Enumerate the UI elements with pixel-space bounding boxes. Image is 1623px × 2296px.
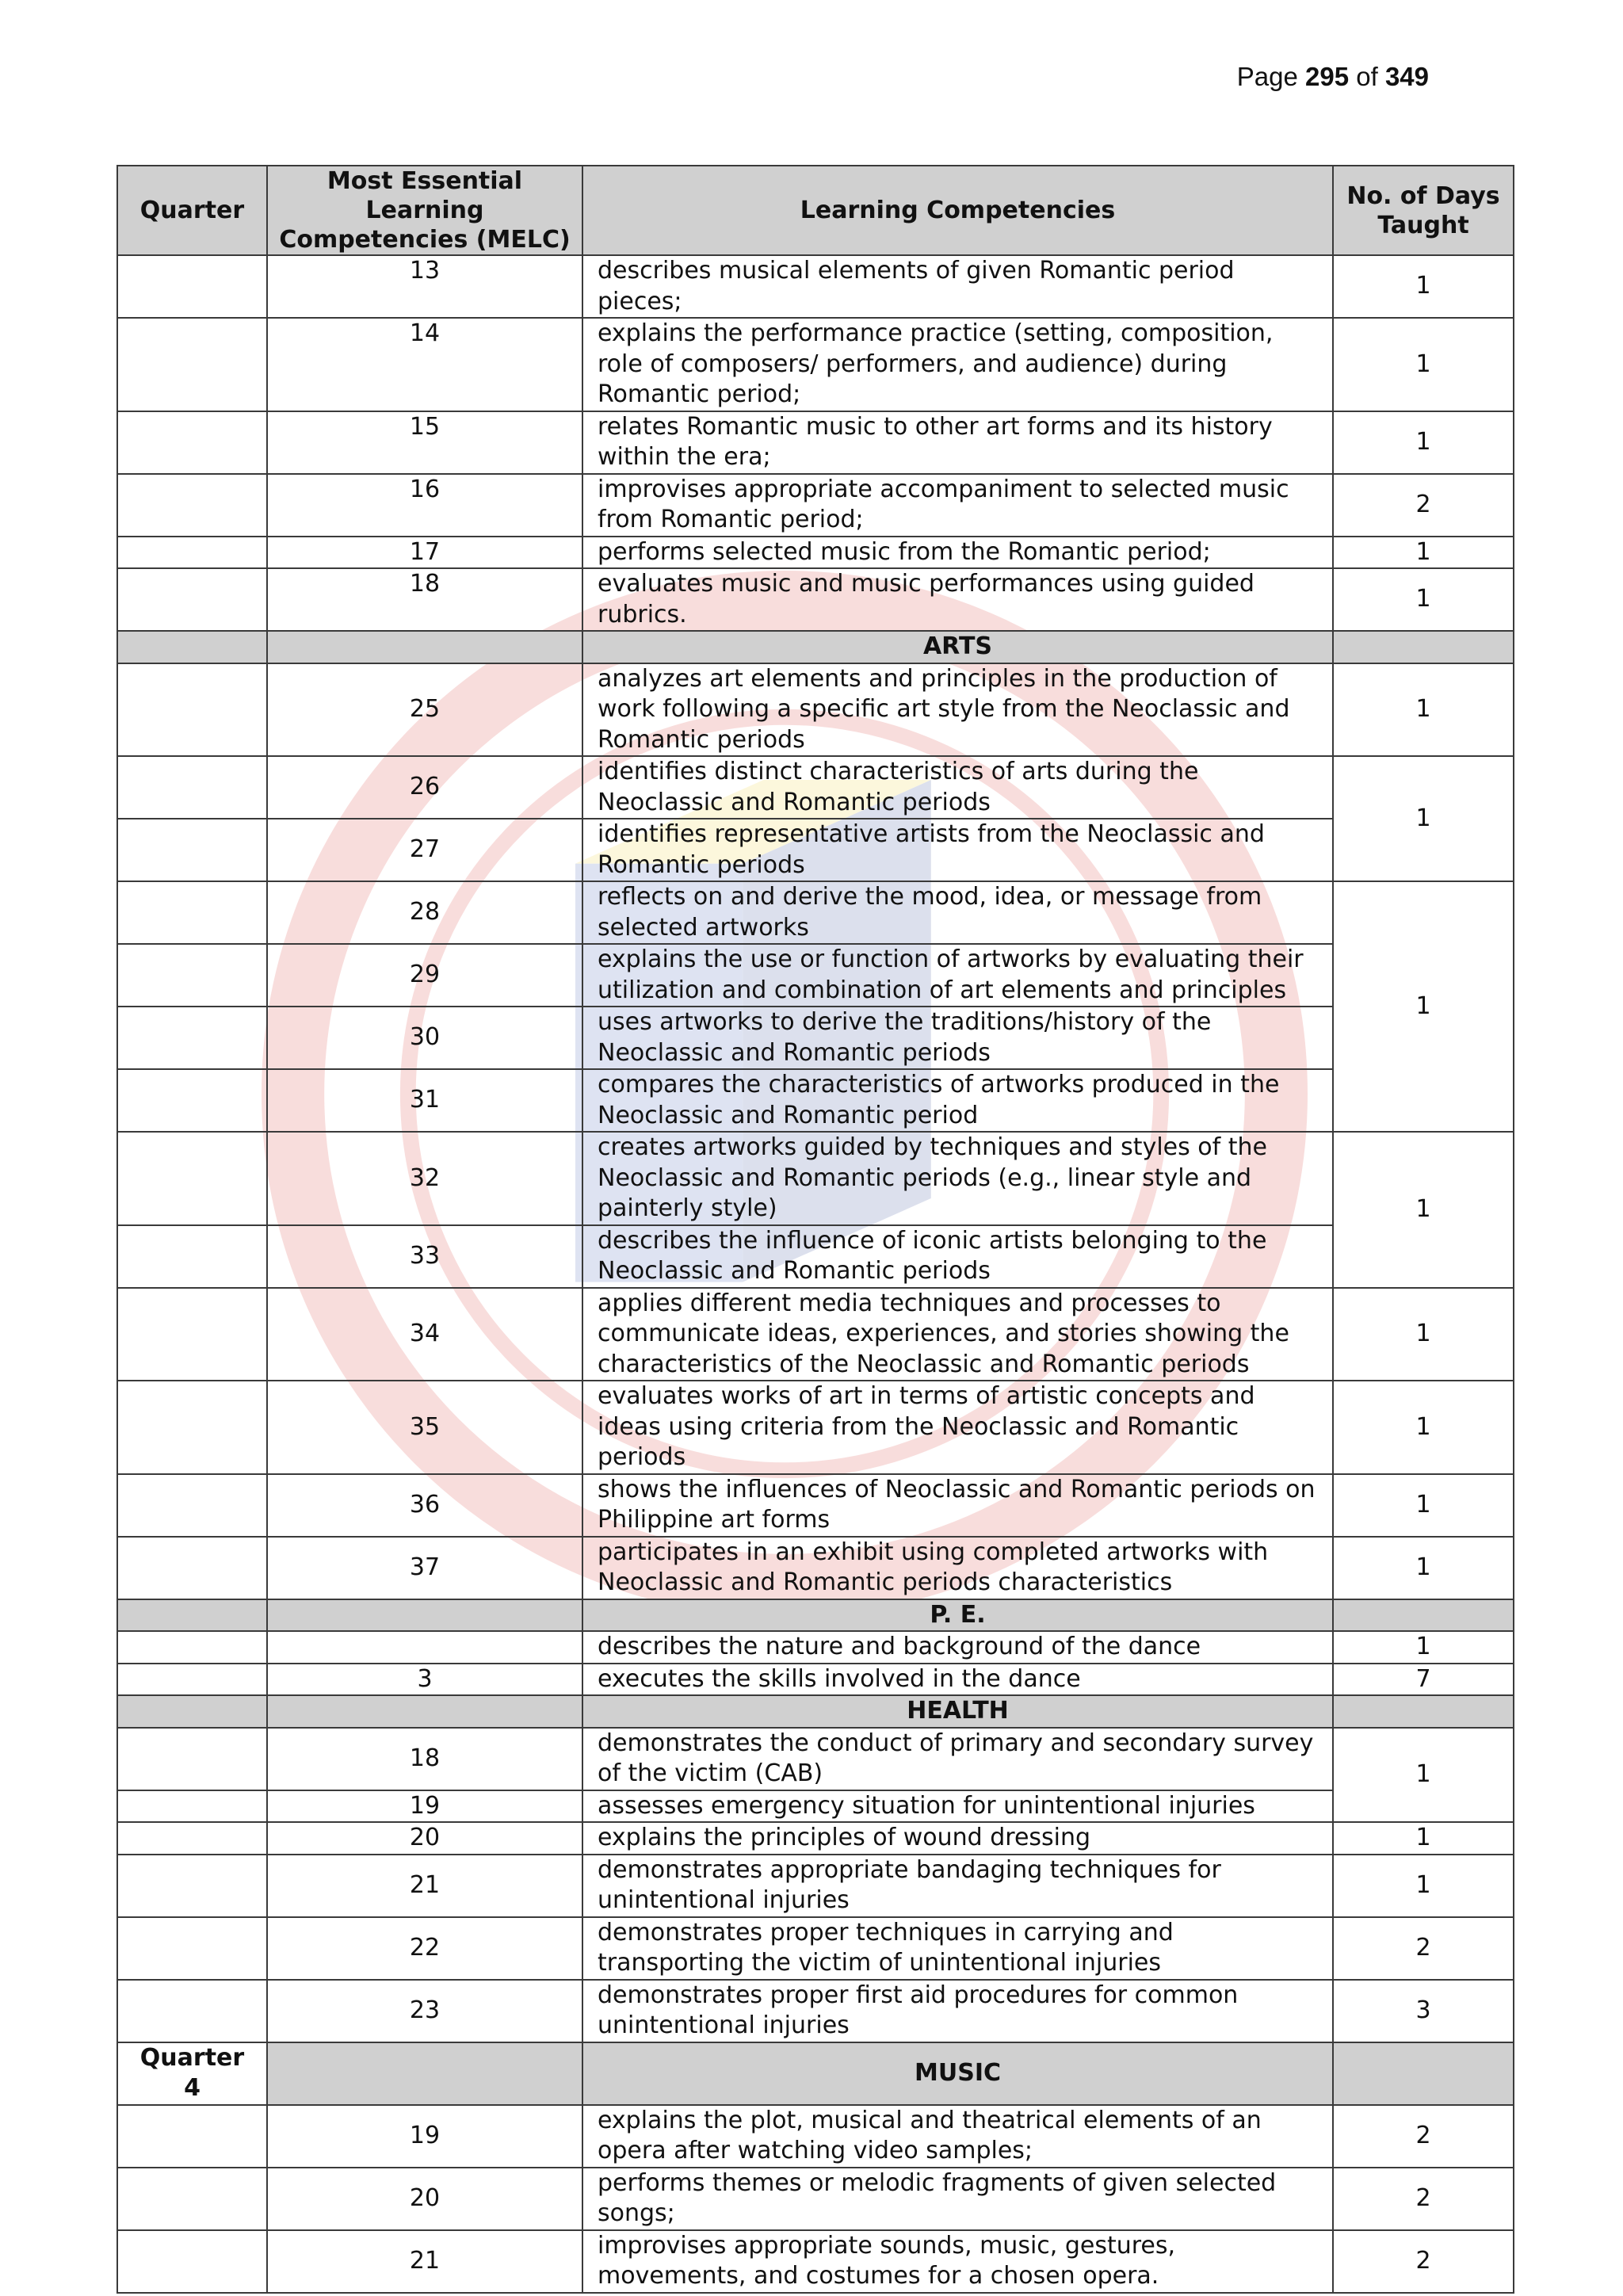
table-row: [117, 1007, 1514, 1069]
competency-text: shows the influences of Neoclassic and Romantic periods on Philippine art forms: [582, 1474, 1333, 1537]
competency-text: relates Romantic music to other art forms and its history within the era;: [582, 411, 1333, 474]
melc-number: 21: [267, 1855, 582, 1917]
melc-number: 33: [267, 1225, 582, 1288]
melc-number: 16: [267, 474, 582, 537]
table-row: [117, 756, 1514, 819]
melc-number: 30: [267, 1007, 582, 1069]
table-row: [117, 568, 1514, 631]
section-row-q4-music: [117, 2042, 1514, 2105]
header-quarter: Quarter: [117, 166, 267, 255]
melc-number: 34: [267, 1288, 582, 1381]
section-label: P. E.: [582, 1599, 1333, 1632]
competency-text: improvises appropriate sounds, music, gestures, movements, and costumes for a chosen opera.: [582, 2230, 1333, 2293]
competency-text: participates in an exhibit using completed artworks with Neoclassic and Romantic periods characteristics: [582, 1537, 1333, 1599]
days-value: 2: [1333, 2230, 1514, 2293]
melc-number: 18: [267, 1728, 582, 1790]
competency-text: identifies distinct characteristics of arts during the Neoclassic and Romantic periods: [582, 756, 1333, 819]
days-value: 2: [1333, 2105, 1514, 2168]
competency-text: explains the principles of wound dressing: [582, 1822, 1333, 1855]
table-row: [117, 537, 1514, 569]
days-value: 2: [1333, 2168, 1514, 2230]
melc-number: 14: [267, 318, 582, 411]
quarter-cell: [117, 1822, 267, 1855]
quarter-cell: [117, 1664, 267, 1696]
melc-number: 37: [267, 1537, 582, 1599]
quarter-cell: [117, 881, 267, 944]
quarter-cell: [117, 474, 267, 537]
competency-text: applies different media techniques and processes to communicate ideas, experiences, and stories showing the characteristics of the Neoclassic and Romantic periods: [582, 1288, 1333, 1381]
header-melc: Most Essential Learning Competencies (MELC): [267, 166, 582, 255]
quarter-cell: [117, 1728, 267, 1790]
days-value: 1: [1333, 1288, 1514, 1381]
competency-text: demonstrates appropriate bandaging techniques for unintentional injuries: [582, 1855, 1333, 1917]
competency-text: compares the characteristics of artworks produced in the Neoclassic and Romantic period: [582, 1069, 1333, 1132]
table-row: [117, 1917, 1514, 1980]
quarter-cell: [117, 756, 267, 819]
quarter-cell: [117, 255, 267, 318]
competency-text: uses artworks to derive the traditions/history of the Neoclassic and Romantic periods: [582, 1007, 1333, 1069]
competency-text: performs selected music from the Romantic period;: [582, 537, 1333, 569]
table-row: [117, 411, 1514, 474]
melc-number: [267, 1631, 582, 1664]
competency-text: demonstrates proper techniques in carrying and transporting the victim of unintentional injuries: [582, 1917, 1333, 1980]
table-row: [117, 1855, 1514, 1917]
section-label: ARTS: [582, 631, 1333, 663]
section-row-pe: [117, 1599, 1514, 1632]
quarter-cell: [117, 1537, 267, 1599]
quarter-cell: [117, 1225, 267, 1288]
days-value: 1: [1333, 318, 1514, 411]
table-row: [117, 1225, 1514, 1288]
melc-table: [116, 165, 1514, 2294]
competency-text: reflects on and derive the mood, idea, or message from selected artworks: [582, 881, 1333, 944]
section-label: HEALTH: [582, 1695, 1333, 1728]
melc-number: 13: [267, 255, 582, 318]
melc-number: 20: [267, 2168, 582, 2230]
days-value: 1: [1333, 255, 1514, 318]
header-learning-competencies: Learning Competencies: [582, 166, 1333, 255]
competency-text: performs themes or melodic fragments of given selected songs;: [582, 2168, 1333, 2230]
competency-text: identifies representative artists from the Neoclassic and Romantic periods: [582, 819, 1333, 881]
days-value: 7: [1333, 1664, 1514, 1696]
melc-number: 36: [267, 1474, 582, 1537]
section-label: MUSIC: [582, 2042, 1333, 2105]
melc-number: 32: [267, 1132, 582, 1225]
melc-number: 15: [267, 411, 582, 474]
melc-number: 25: [267, 663, 582, 757]
quarter-cell: [117, 663, 267, 757]
table-row: [117, 1069, 1514, 1132]
days-value: 3: [1333, 1980, 1514, 2042]
competency-text: evaluates music and music performances using guided rubrics.: [582, 568, 1333, 631]
melc-number: 35: [267, 1381, 582, 1474]
table-row: [117, 318, 1514, 411]
table-row: [117, 1980, 1514, 2042]
melc-number: 17: [267, 537, 582, 569]
melc-number: 28: [267, 881, 582, 944]
quarter-cell: [117, 1790, 267, 1823]
quarter-cell: [117, 568, 267, 631]
table-row: [117, 2168, 1514, 2230]
quarter-cell: [117, 2105, 267, 2168]
page-number: Page 295 of 349: [1236, 62, 1429, 91]
days-value: 2: [1333, 1917, 1514, 1980]
table-row: [117, 1664, 1514, 1696]
competency-text: improvises appropriate accompaniment to selected music from Romantic period;: [582, 474, 1333, 537]
section-row-arts: [117, 631, 1514, 663]
table-row: [117, 944, 1514, 1007]
section-row-health: [117, 1695, 1514, 1728]
competency-text: explains the plot, musical and theatrical elements of an opera after watching video samples;: [582, 2105, 1333, 2168]
quarter-cell: [117, 411, 267, 474]
quarter-cell: [117, 1474, 267, 1537]
table-row: [117, 881, 1514, 944]
competency-text: describes the influence of iconic artists belonging to the Neoclassic and Romantic periods: [582, 1225, 1333, 1288]
competency-text: explains the performance practice (setting, composition, role of composers/ performers, and audience) during Romantic period;: [582, 318, 1333, 411]
table-row: [117, 2105, 1514, 2168]
table-row: [117, 2230, 1514, 2293]
melc-number: 21: [267, 2230, 582, 2293]
header-days-taught: No. of Days Taught: [1333, 166, 1514, 255]
melc-number: 19: [267, 2105, 582, 2168]
table-row: [117, 474, 1514, 537]
table-row: [117, 1132, 1514, 1225]
quarter-cell: [117, 2230, 267, 2293]
table-row: [117, 1474, 1514, 1537]
melc-number: 19: [267, 1790, 582, 1823]
melc-number: 29: [267, 944, 582, 1007]
competency-text: explains the use or function of artworks by evaluating their utilization and combination of art elements and principles: [582, 944, 1333, 1007]
table-row: [117, 1790, 1514, 1823]
table-row: [117, 1537, 1514, 1599]
melc-number: 31: [267, 1069, 582, 1132]
quarter-label: Quarter 4: [117, 2042, 267, 2105]
days-value: 1: [1333, 1631, 1514, 1664]
melc-number: 20: [267, 1822, 582, 1855]
days-value: 1: [1333, 1474, 1514, 1537]
melc-number: 23: [267, 1980, 582, 2042]
quarter-cell: [117, 318, 267, 411]
quarter-cell: [117, 819, 267, 881]
table-row: [117, 1631, 1514, 1664]
melc-number: 22: [267, 1917, 582, 1980]
table-row: [117, 663, 1514, 757]
quarter-cell: [117, 1069, 267, 1132]
days-value: 1: [1333, 1537, 1514, 1599]
days-value: 1: [1333, 881, 1514, 1132]
days-value: 2: [1333, 474, 1514, 537]
quarter-cell: [117, 2168, 267, 2230]
quarter-cell: [117, 1007, 267, 1069]
quarter-cell: [117, 1855, 267, 1917]
table-row: [117, 819, 1514, 881]
quarter-cell: [117, 1631, 267, 1664]
days-value: 1: [1333, 568, 1514, 631]
days-value: 1: [1333, 663, 1514, 757]
quarter-cell: [117, 537, 267, 569]
days-value: 1: [1333, 537, 1514, 569]
competency-text: describes musical elements of given Romantic period pieces;: [582, 255, 1333, 318]
competency-text: executes the skills involved in the dance: [582, 1664, 1333, 1696]
competency-text: describes the nature and background of the dance: [582, 1631, 1333, 1664]
days-value: 1: [1333, 1132, 1514, 1288]
quarter-cell: [117, 1980, 267, 2042]
table-row: [117, 1288, 1514, 1381]
days-value: 1: [1333, 1728, 1514, 1823]
table-row: [117, 1728, 1514, 1790]
table-header-row: [117, 166, 1514, 255]
quarter-cell: [117, 944, 267, 1007]
competency-text: analyzes art elements and principles in the production of work following a specific art style from the Neoclassic and Romantic periods: [582, 663, 1333, 757]
competency-text: demonstrates the conduct of primary and secondary survey of the victim (CAB): [582, 1728, 1333, 1790]
quarter-cell: [117, 1132, 267, 1225]
melc-number: 18: [267, 568, 582, 631]
melc-number: 3: [267, 1664, 582, 1696]
days-value: 1: [1333, 1381, 1514, 1474]
competency-text: creates artworks guided by techniques and styles of the Neoclassic and Romantic periods (e.g., linear style and painterly style): [582, 1132, 1333, 1225]
competency-text: evaluates works of art in terms of artistic concepts and ideas using criteria from the Neoclassic and Romantic periods: [582, 1381, 1333, 1474]
competency-text: demonstrates proper first aid procedures for common unintentional injuries: [582, 1980, 1333, 2042]
quarter-cell: [117, 1381, 267, 1474]
table-row: [117, 255, 1514, 318]
days-value: 1: [1333, 1822, 1514, 1855]
quarter-cell: [117, 1288, 267, 1381]
competency-text: assesses emergency situation for unintentional injuries: [582, 1790, 1333, 1823]
quarter-cell: [117, 1917, 267, 1980]
table-row: [117, 1381, 1514, 1474]
days-value: 1: [1333, 411, 1514, 474]
days-value: 1: [1333, 756, 1514, 881]
table-row: [117, 1822, 1514, 1855]
days-value: 1: [1333, 1855, 1514, 1917]
melc-number: 27: [267, 819, 582, 881]
melc-number: 26: [267, 756, 582, 819]
